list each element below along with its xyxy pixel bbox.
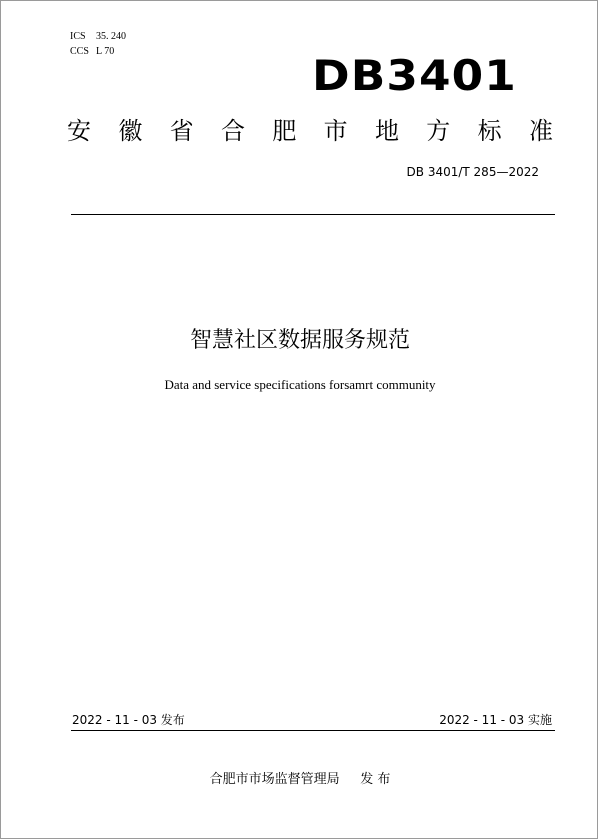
category-char: 市 [323, 117, 348, 145]
ccs-value: L 70 [96, 46, 115, 57]
category-char: 方 [426, 117, 451, 145]
category-char: 徽 [118, 117, 143, 145]
ccs-label: CCS [70, 46, 89, 57]
publisher-name: 合肥市市场监督管理局 [209, 772, 340, 787]
category-char: 标 [477, 117, 502, 145]
standard-number: DB 3401/T 285—2022 [406, 165, 539, 179]
category-char: 合 [220, 117, 245, 145]
title-chinese: 智慧社区数据服务规范 [189, 328, 410, 353]
category-char: 准 [528, 117, 553, 145]
title-english: Data and service specifications forsamrt community [164, 377, 436, 392]
category-char: 地 [374, 117, 399, 145]
ics-code [70, 31, 126, 43]
ics-label: ICS [70, 31, 86, 42]
publisher-action: 发 布 [360, 772, 391, 787]
category-char: 省 [169, 117, 194, 145]
category-char: 安 [67, 117, 91, 145]
ccs-code [70, 46, 114, 58]
publisher-line [1, 771, 598, 789]
category-char: 肥 [272, 117, 297, 145]
standard-category [67, 115, 553, 147]
bottom-divider [71, 730, 555, 731]
publish-date: 2022 - 11 - 03 发布 [72, 713, 185, 727]
top-divider [71, 214, 555, 215]
ics-value: 35. 240 [96, 31, 126, 42]
implement-date: 2022 - 11 - 03 实施 [439, 713, 552, 727]
db-logo: DB3401 [312, 51, 517, 100]
